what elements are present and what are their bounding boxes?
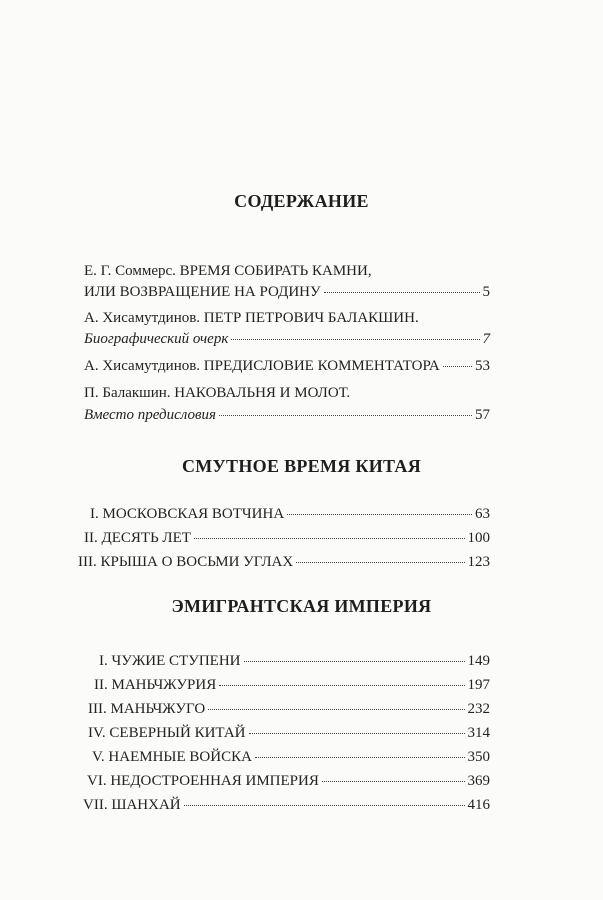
toc-entry-biography[interactable] (84, 330, 490, 348)
page-number: 100 (467, 530, 490, 546)
toc-entry-sommers[interactable] (84, 283, 490, 301)
part-title: ЭМИГРАНТСКАЯ ИМПЕРИЯ (171, 596, 432, 616)
toc-entry-biography-line1: А. Хисамутдинов. ПЕТР ПЕТРОВИЧ БАЛАКШИН. (84, 310, 419, 326)
toc-chapter[interactable] (88, 724, 490, 742)
chapter-title: ЧУЖИЕ СТУПЕНИ (111, 653, 241, 669)
page-number: 57 (475, 407, 490, 423)
dot-leader (208, 709, 464, 710)
page-number: 123 (467, 554, 490, 570)
dot-leader (322, 781, 465, 782)
dot-leader (219, 415, 472, 416)
toc-entry-anvil-line1: П. Балакшин. НАКОВАЛЬНЯ И МОЛОТ. (84, 385, 351, 401)
page-number: 350 (467, 749, 490, 765)
toc-entry-subtitle: Биографический очерк (84, 331, 229, 347)
chapter-number: I. (99, 653, 108, 669)
dot-leader (184, 805, 465, 806)
toc-chapter[interactable] (90, 505, 490, 523)
chapter-number: III. (78, 554, 97, 570)
page-number: 53 (475, 358, 490, 374)
chapter-title: ШАНХАЙ (111, 797, 181, 813)
toc-entry-subtitle: Вместо предисловия (84, 407, 216, 423)
toc-chapter[interactable] (78, 553, 490, 571)
toc-entry-preface[interactable] (84, 357, 490, 375)
contents-title: СОДЕРЖАНИЕ (234, 191, 369, 211)
toc-entry-anvil[interactable] (84, 406, 490, 424)
toc-chapter[interactable] (87, 772, 490, 790)
dot-leader (324, 292, 480, 293)
page-number: 416 (467, 797, 490, 813)
toc-entry-title: А. Хисамутдинов. ПРЕДИСЛОВИЕ КОММЕНТАТОРА (84, 358, 440, 374)
dot-leader (287, 514, 472, 515)
dot-leader (244, 661, 465, 662)
dot-leader (231, 339, 479, 340)
toc-chapter[interactable] (88, 700, 490, 718)
toc-chapter[interactable] (94, 676, 490, 694)
dot-leader (443, 366, 472, 367)
chapter-title: НАЕМНЫЕ ВОЙСКА (108, 749, 252, 765)
dot-leader (194, 538, 465, 539)
chapter-number: VI. (87, 773, 107, 789)
chapter-number: V. (92, 749, 105, 765)
chapter-title: МАНЬЧЖУРИЯ (111, 677, 217, 693)
dot-leader (255, 757, 465, 758)
page-number: 197 (467, 677, 490, 693)
toc-entry-title: ИЛИ ВОЗВРАЩЕНИЕ НА РОДИНУ (84, 284, 321, 300)
dot-leader (219, 685, 464, 686)
chapter-title: СЕВЕРНЫЙ КИТАЙ (109, 725, 246, 741)
chapter-title: МОСКОВСКАЯ ВОТЧИНА (102, 506, 285, 522)
page-number: 232 (467, 701, 490, 717)
chapter-number: II. (84, 530, 98, 546)
dot-leader (249, 733, 465, 734)
toc-chapter[interactable] (84, 529, 490, 547)
chapter-number: I. (90, 506, 99, 522)
chapter-title: НЕДОСТРОЕННАЯ ИМПЕРИЯ (110, 773, 319, 789)
page-number: 7 (482, 331, 490, 347)
page-number: 149 (467, 653, 490, 669)
toc-chapter[interactable] (83, 796, 490, 814)
toc-entry-sommers-line1: Е. Г. Соммерс. ВРЕМЯ СОБИРАТЬ КАМНИ, (84, 263, 372, 279)
chapter-title: ДЕСЯТЬ ЛЕТ (101, 530, 191, 546)
chapter-title: КРЫША О ВОСЬМИ УГЛАХ (100, 554, 294, 570)
toc-chapter[interactable] (92, 748, 490, 766)
page-number: 5 (482, 284, 490, 300)
chapter-number: III. (88, 701, 107, 717)
dot-leader (296, 562, 464, 563)
part-title: СМУТНОЕ ВРЕМЯ КИТАЯ (181, 456, 422, 476)
page-number: 63 (475, 506, 490, 522)
chapter-title: МАНЬЧЖУГО (110, 701, 206, 717)
chapter-number: IV. (88, 725, 106, 741)
chapter-number: II. (94, 677, 108, 693)
toc-chapter[interactable] (99, 652, 490, 670)
page-number: 314 (467, 725, 490, 741)
chapter-number: VII. (83, 797, 108, 813)
page-number: 369 (467, 773, 490, 789)
